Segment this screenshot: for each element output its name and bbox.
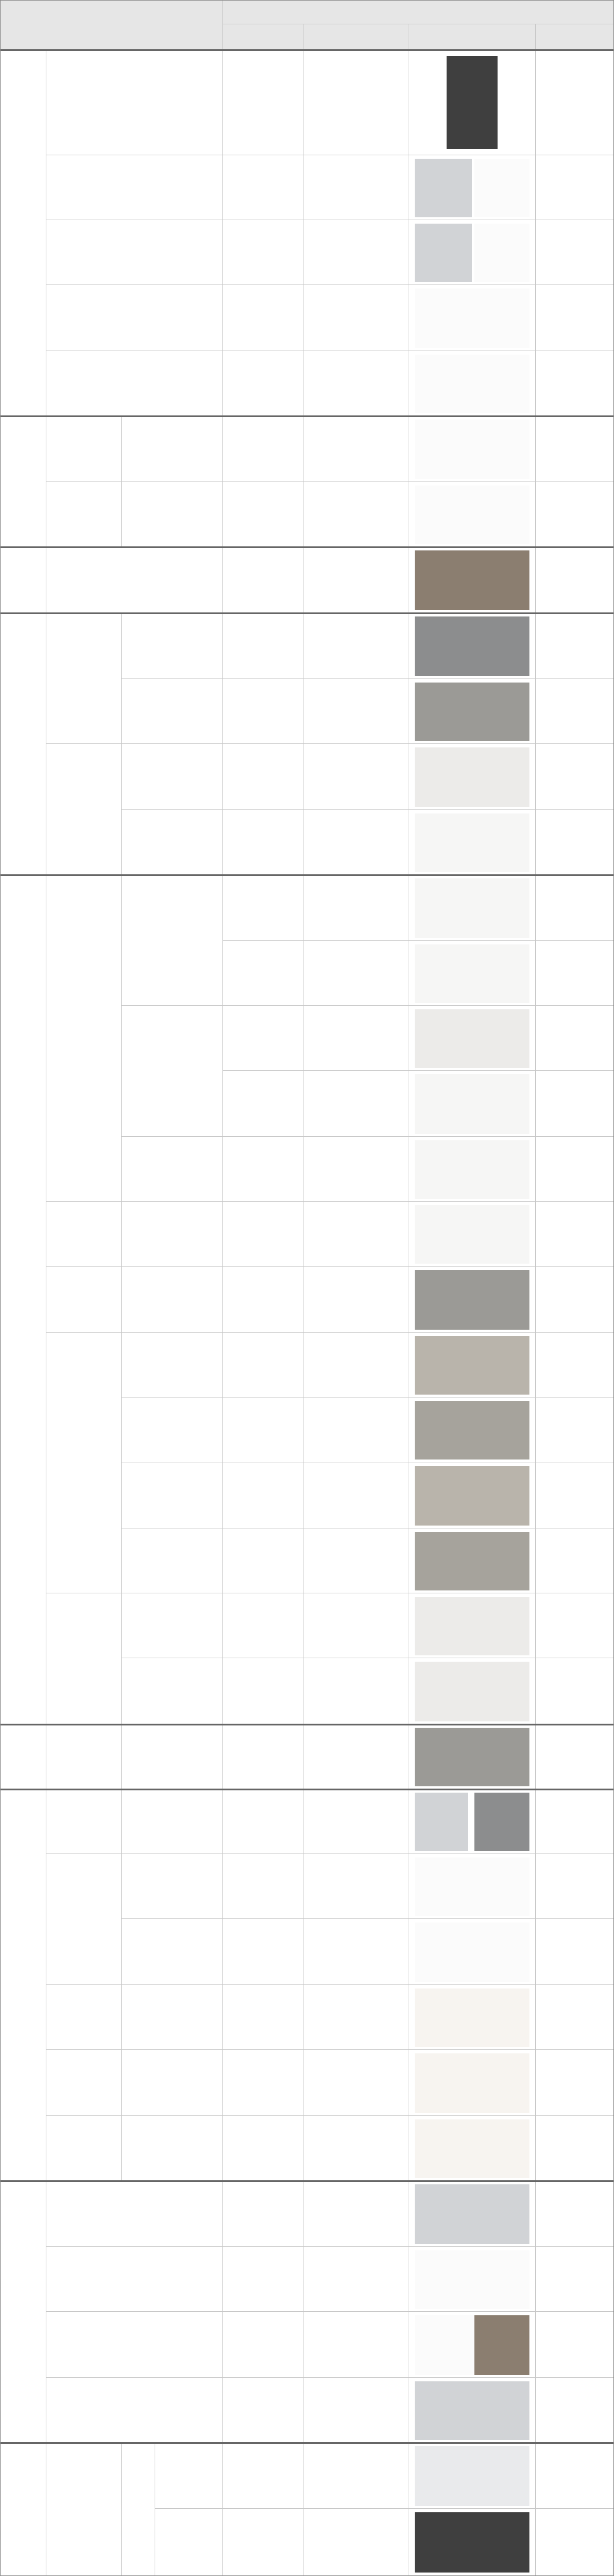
material-swatch <box>415 1270 529 1330</box>
material-swatch <box>415 2381 529 2440</box>
row-0-note <box>536 50 614 155</box>
row-27-note <box>536 1854 614 1919</box>
row-17-image <box>408 1202 536 1267</box>
row-2-item <box>46 220 223 285</box>
row-31-item <box>122 2116 223 2181</box>
row-26-image <box>408 1789 536 1854</box>
row-1-note <box>536 155 614 220</box>
row-13-note <box>536 941 614 1006</box>
row-18-spec <box>223 1267 304 1333</box>
section-divider <box>0 49 614 51</box>
material-swatch <box>415 355 529 413</box>
material-swatch-secondary <box>474 159 529 217</box>
section-kitchen <box>0 2181 46 2443</box>
row-36-image <box>408 2443 536 2509</box>
row-7-spec <box>223 547 304 613</box>
row-12-spec <box>223 875 304 941</box>
row-34-item <box>46 2312 223 2378</box>
material-swatch <box>415 2119 529 2178</box>
row-22-model <box>304 1528 408 1593</box>
row-2-image <box>408 220 536 285</box>
material-swatch <box>415 2053 529 2113</box>
section-divider <box>0 1724 614 1725</box>
section-divider <box>0 1789 614 1790</box>
row-8-item <box>122 613 223 679</box>
material-swatch <box>415 1336 529 1395</box>
row-31-image <box>408 2116 536 2181</box>
row-10-note <box>536 744 614 810</box>
material-swatch <box>415 1401 529 1460</box>
section-divider <box>0 874 614 876</box>
row-6-spec <box>223 482 304 547</box>
row-3-note <box>536 285 614 351</box>
row-30-model <box>304 2050 408 2116</box>
row-31-model <box>304 2116 408 2181</box>
row-34-image <box>408 2312 536 2378</box>
group-bedroom1 <box>46 1854 122 1985</box>
row-25-spec <box>223 1724 304 1789</box>
material-swatch <box>415 1466 529 1526</box>
group-bath2-floor <box>46 1724 122 1789</box>
row-36-spec <box>223 2443 304 2509</box>
row-23-image <box>408 1593 536 1658</box>
section-wall <box>0 416 46 547</box>
row-4-item <box>46 351 223 416</box>
row-37-spec <box>223 2509 304 2576</box>
row-33-item <box>46 2247 223 2312</box>
row-6-model <box>304 482 408 547</box>
row-8-image <box>408 613 536 679</box>
row-19-model <box>304 1333 408 1398</box>
row-14-note <box>536 1006 614 1071</box>
group-entrance-storage <box>46 1789 122 1854</box>
row-24-spec <box>223 1658 304 1724</box>
row-33-note <box>536 2247 614 2312</box>
row-32-note <box>536 2181 614 2247</box>
row-31-spec <box>223 2116 304 2181</box>
row-9-note <box>536 679 614 744</box>
row-9-item <box>122 679 223 744</box>
row-17-spec <box>223 1202 304 1267</box>
row-27-model <box>304 1854 408 1919</box>
material-swatch-secondary <box>474 224 529 282</box>
row-5-spec <box>223 416 304 482</box>
material-swatch <box>415 159 472 217</box>
row-5-image <box>408 416 536 482</box>
header-col-note <box>536 24 614 50</box>
group-bedroom12 <box>46 1985 122 2050</box>
group-common <box>46 416 122 482</box>
row-2-model <box>304 220 408 285</box>
group-kitchen <box>46 875 122 1202</box>
material-swatch <box>415 1858 529 1916</box>
row-35-item <box>46 2378 223 2443</box>
material-swatch <box>415 1205 529 1264</box>
row-21-model <box>304 1462 408 1528</box>
row-13-spec <box>223 941 304 1006</box>
row-29-model <box>304 1985 408 2050</box>
row-7-item <box>122 547 223 613</box>
row-27-spec <box>223 1854 304 1919</box>
row-26-item <box>122 1789 223 1854</box>
material-swatch <box>415 419 529 479</box>
row-20-spec <box>223 1398 304 1462</box>
group-living-kitchen-bed-wall <box>46 482 122 547</box>
material-swatch <box>447 56 498 149</box>
material-swatch <box>415 1140 529 1199</box>
material-swatch <box>415 878 529 938</box>
row-1-model <box>304 155 408 220</box>
row-18-note <box>536 1267 614 1333</box>
row-26-spec <box>223 1789 304 1854</box>
row-23-note <box>536 1593 614 1658</box>
section-divider <box>0 2180 614 2182</box>
material-swatch <box>415 2512 529 2573</box>
row-30-image <box>408 2050 536 2116</box>
row-14-model <box>304 1006 408 1071</box>
section-divider <box>0 415 614 417</box>
material-swatch <box>415 550 529 610</box>
material-swatch <box>415 1988 529 2047</box>
row-28-spec <box>223 1919 304 1985</box>
row-25-model <box>304 1724 408 1789</box>
section-divider <box>0 2442 614 2444</box>
row-15-note <box>536 1071 614 1137</box>
row-1-item <box>46 155 223 220</box>
row-35-model <box>304 2378 408 2443</box>
row-23-item <box>122 1593 223 1658</box>
row-1-image <box>408 155 536 220</box>
group-pantry <box>46 2050 122 2116</box>
section-tile3 <box>0 1724 46 1789</box>
row-22-image <box>408 1528 536 1593</box>
material-swatch <box>415 486 529 544</box>
row-4-model <box>304 351 408 416</box>
row-37-image <box>408 2509 536 2576</box>
row-10-spec <box>223 744 304 810</box>
row-34-spec <box>223 2312 304 2378</box>
row-29-item <box>122 1985 223 2050</box>
section-divider <box>0 612 614 614</box>
material-swatch <box>415 683 529 741</box>
row-21-note <box>536 1462 614 1528</box>
row-27-image <box>408 1854 536 1919</box>
row-36-note <box>536 2443 614 2509</box>
material-swatch <box>415 224 472 282</box>
row-9-model <box>304 679 408 744</box>
row-6-note <box>536 482 614 547</box>
row-5-model <box>304 416 408 482</box>
row-13-image <box>408 941 536 1006</box>
row-17-item <box>122 1202 223 1267</box>
row-18-image <box>408 1267 536 1333</box>
group-kitchen-wall <box>122 1006 223 1137</box>
row-6-item <box>122 482 223 547</box>
row-21-image <box>408 1462 536 1528</box>
row-22-spec <box>223 1528 304 1593</box>
row-7-model <box>304 547 408 613</box>
row-11-note <box>536 810 614 875</box>
row-15-spec <box>223 1071 304 1137</box>
section-windows <box>0 50 46 416</box>
row-37-model <box>304 2509 408 2576</box>
row-20-item <box>122 1398 223 1462</box>
section-tile2 <box>0 875 46 1724</box>
row-18-model <box>304 1267 408 1333</box>
row-10-item <box>122 744 223 810</box>
row-19-note <box>536 1333 614 1398</box>
group-bath2 <box>46 1593 122 1724</box>
row-29-spec <box>223 1985 304 2050</box>
row-29-image <box>408 1985 536 2050</box>
row-33-model <box>304 2247 408 2312</box>
row-9-spec <box>223 679 304 744</box>
row-19-image <box>408 1333 536 1398</box>
row-0-spec <box>223 50 304 155</box>
row-33-spec <box>223 2247 304 2312</box>
row-32-spec <box>223 2181 304 2247</box>
group-laundry <box>46 1267 122 1333</box>
section-tile1 <box>0 613 46 875</box>
row-16-image <box>408 1137 536 1202</box>
row-11-item <box>122 810 223 875</box>
row-9-image <box>408 679 536 744</box>
group-bed1-dress <box>46 2116 122 2181</box>
row-35-image <box>408 2378 536 2443</box>
header-col-spec <box>223 24 304 50</box>
row-26-model <box>304 1789 408 1854</box>
row-4-note <box>536 351 614 416</box>
section-divider <box>0 546 614 548</box>
material-swatch <box>415 1922 529 1982</box>
row-32-model <box>304 2181 408 2247</box>
material-swatch <box>415 1793 468 1851</box>
row-4-image <box>408 351 536 416</box>
row-3-image <box>408 285 536 351</box>
row-37-note <box>536 2509 614 2576</box>
row-19-spec <box>223 1333 304 1398</box>
row-21-item <box>122 1462 223 1528</box>
row-36-item <box>155 2443 223 2509</box>
row-12-image <box>408 875 536 941</box>
row-8-note <box>536 613 614 679</box>
row-30-spec <box>223 2050 304 2116</box>
material-swatch <box>415 1597 529 1655</box>
row-34-model <box>304 2312 408 2378</box>
row-25-note <box>536 1724 614 1789</box>
section-floor <box>0 547 46 613</box>
material-swatch <box>415 616 529 676</box>
row-26-note <box>536 1789 614 1854</box>
row-3-spec <box>223 285 304 351</box>
row-16-model <box>304 1137 408 1202</box>
material-swatch <box>415 2446 529 2506</box>
row-6-image <box>408 482 536 547</box>
material-swatch <box>415 944 529 1003</box>
row-10-model <box>304 744 408 810</box>
material-swatch <box>415 1662 529 1721</box>
group-bath1 <box>46 1333 122 1593</box>
row-37-item <box>155 2509 223 2576</box>
material-swatch <box>415 1728 529 1786</box>
material-swatch <box>415 1074 529 1134</box>
group-living <box>46 744 122 875</box>
group-bath12 <box>46 2443 122 2576</box>
row-23-model <box>304 1593 408 1658</box>
material-swatch <box>415 813 529 872</box>
material-swatch <box>415 1532 529 1590</box>
row-0-model <box>304 50 408 155</box>
row-24-note <box>536 1658 614 1724</box>
group-kitchen-top <box>122 875 223 1006</box>
header-col-model <box>304 24 408 50</box>
material-swatch-secondary <box>474 2315 529 2375</box>
row-12-model <box>304 875 408 941</box>
row-34-note <box>536 2312 614 2378</box>
row-20-model <box>304 1398 408 1462</box>
row-22-note <box>536 1528 614 1593</box>
row-10-image <box>408 744 536 810</box>
row-4-spec <box>223 351 304 416</box>
section-storage <box>0 1789 46 2181</box>
row-8-model <box>304 613 408 679</box>
row-24-item <box>122 1658 223 1724</box>
row-24-model <box>304 1658 408 1724</box>
row-12-note <box>536 875 614 941</box>
material-swatch <box>415 289 529 348</box>
row-14-image <box>408 1006 536 1071</box>
row-11-spec <box>223 810 304 875</box>
header-division <box>0 0 223 50</box>
row-28-model <box>304 1919 408 1985</box>
row-5-note <box>536 416 614 482</box>
row-21-spec <box>223 1462 304 1528</box>
row-18-item <box>122 1267 223 1333</box>
material-swatch <box>415 1009 529 1068</box>
row-11-model <box>304 810 408 875</box>
row-17-model <box>304 1202 408 1267</box>
row-36-model <box>304 2443 408 2509</box>
material-swatch <box>415 2184 529 2244</box>
row-2-spec <box>223 220 304 285</box>
row-13-model <box>304 941 408 1006</box>
row-7-image <box>408 547 536 613</box>
row-8-spec <box>223 613 304 679</box>
row-0-item <box>46 50 223 155</box>
row-20-note <box>536 1398 614 1462</box>
group-entrance-tile <box>46 613 122 744</box>
row-28-note <box>536 1919 614 1985</box>
row-3-item <box>46 285 223 351</box>
row-35-note <box>536 2378 614 2443</box>
group-corridor-cabinet <box>46 1202 122 1267</box>
row-35-spec <box>223 2378 304 2443</box>
row-25-image <box>408 1724 536 1789</box>
row-27-item <box>122 1854 223 1919</box>
row-29-note <box>536 1985 614 2050</box>
row-5-item <box>122 416 223 482</box>
row-15-image <box>408 1071 536 1137</box>
row-17-note <box>536 1202 614 1267</box>
row-30-item <box>122 2050 223 2116</box>
row-33-image <box>408 2247 536 2312</box>
row-24-image <box>408 1658 536 1724</box>
section-bath <box>0 2443 46 2576</box>
header-type <box>223 0 614 24</box>
header-col-image <box>408 24 536 50</box>
material-swatch <box>415 2250 529 2309</box>
row-23-spec <box>223 1593 304 1658</box>
row-20-image <box>408 1398 536 1462</box>
row-28-item <box>122 1919 223 1985</box>
row-16-item <box>122 1137 223 1202</box>
row-11-image <box>408 810 536 875</box>
row-30-note <box>536 2050 614 2116</box>
row-1-spec <box>223 155 304 220</box>
row-28-image <box>408 1919 536 1985</box>
row-25-item <box>122 1724 223 1789</box>
row-7-note <box>536 547 614 613</box>
row-15-model <box>304 1071 408 1137</box>
row-19-item <box>122 1333 223 1398</box>
row-2-note <box>536 220 614 285</box>
row-32-item <box>46 2181 223 2247</box>
group-bath-cabinet <box>122 2443 155 2576</box>
row-16-note <box>536 1137 614 1202</box>
row-32-image <box>408 2181 536 2247</box>
material-swatch-secondary <box>474 1793 529 1851</box>
row-22-item <box>122 1528 223 1593</box>
row-31-note <box>536 2116 614 2181</box>
row-0-image <box>408 50 536 155</box>
row-16-spec <box>223 1137 304 1202</box>
row-3-model <box>304 285 408 351</box>
material-swatch <box>415 747 529 807</box>
row-14-spec <box>223 1006 304 1071</box>
